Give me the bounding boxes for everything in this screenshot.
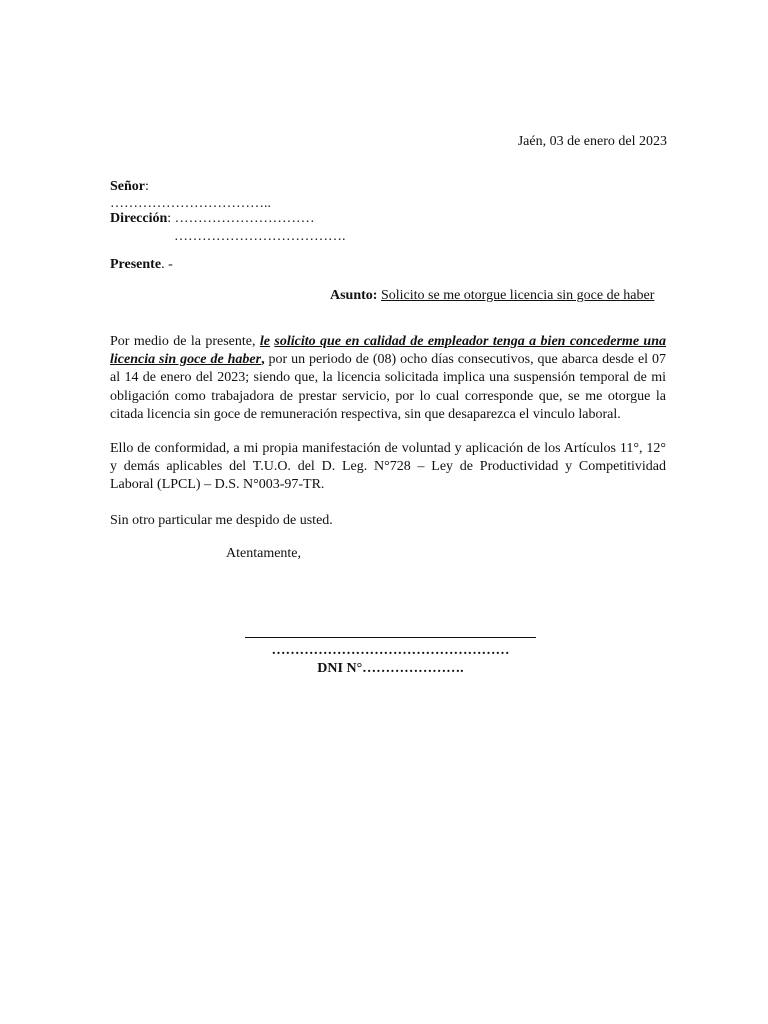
signature-line	[245, 637, 536, 638]
address-line	[110, 210, 315, 228]
body-1-le: le	[259, 334, 270, 349]
closing-line: Sin otro particular me despido de usted.	[110, 513, 333, 528]
recipient-colon: :	[145, 179, 149, 194]
body-paragraph-1	[110, 333, 666, 424]
signature-name-dots: ……………………………………………	[271, 643, 510, 658]
body-paragraph-2: Ello de conformidad, a mi propia manifestación de voluntad y aplicación de los Artículos 11°, 12° y demás aplicables del T.U.O. del D. Leg. N°728 – Ley de Productividad y Competitividad Laboral (LPCL) – D.S. N°003-97-TR.	[110, 441, 666, 493]
body-1-emphasis: solicito que en calidad de empleador tenga a bien concederme una licencia sin goce de haber	[110, 334, 666, 368]
address-dots-second-line: ……………………………….	[174, 229, 346, 244]
letter-date: Jaén, 03 de enero del 2023	[517, 134, 667, 149]
body-1-intro: Por medio de la presente,	[110, 334, 260, 349]
recipient-dots: ……………………………..	[110, 196, 271, 211]
address-dots: …………………………	[171, 211, 315, 226]
body-1-rest: por un periodo de (08) ocho días consecutivos, que abarca desde el 07 al 14 de enero del 2023; siendo que, la licencia solicitada implica una suspensión temporal de mi obligación como trabajadora de prestar servicio, por lo cual corresponde que, se me otorgue la citada licencia sin goce de remuneración respectiva, sin que desaparezca el vinculo laboral.	[110, 352, 666, 422]
body-1-comma: ,	[261, 352, 265, 368]
recipient-label: Señor	[110, 179, 145, 194]
recipient-line	[110, 178, 149, 196]
presente-line	[110, 256, 173, 274]
address-label: Dirección	[110, 211, 168, 226]
address-colon: :	[167, 211, 172, 226]
presente-label: Presente	[110, 257, 162, 272]
salutation: Atentamente,	[226, 546, 302, 561]
subject-text: Solicito se me otorgue licencia sin goce de haber	[380, 288, 655, 303]
subject-line	[330, 287, 654, 305]
subject-label: Asunto:	[330, 288, 378, 303]
dni-line: DNI N°………………….	[317, 661, 464, 676]
presente-suffix: . -	[161, 257, 173, 272]
